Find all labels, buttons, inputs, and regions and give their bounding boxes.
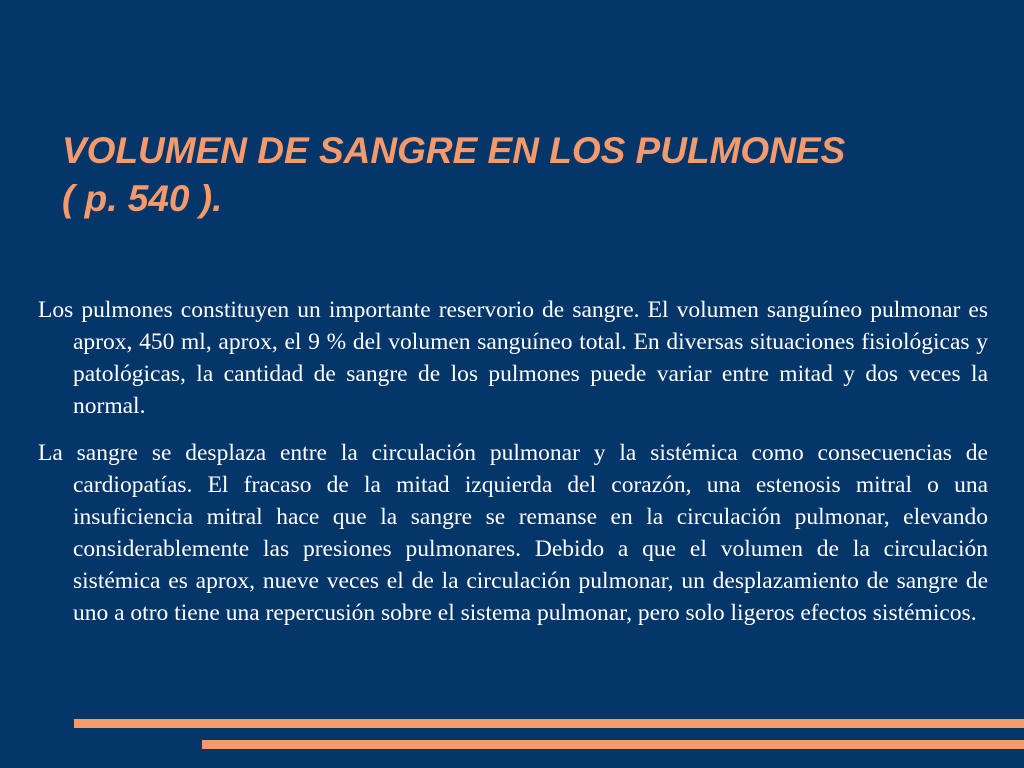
accent-bar-top [74,719,1024,728]
slide-title-line-1: VOLUMEN DE SANGRE EN LOS PULMONES [62,130,846,171]
paragraph-blood-displacement: La sangre se desplaza entre la circulación pulmonar y la sistémica como consecuencias de cardiopatías. El fracaso de la mitad izquierda del corazón, una estenosis mitral o una insuficiencia mitral hace que la sangre se remanse en la circulación pulmonar, elevando considerablemente las presiones pulmonares. Debido a que el volumen de la circulación sistémica es aprox, nueve veces el de la circulación pulmonar, un desplazamiento de sangre de uno a otro tiene una repercusión sobre el sistema pulmonar, pero solo ligeros efectos sistémicos. [38,440,988,626]
slide-title-line-2: ( p. 540 ). [62,178,223,219]
slide-title [62,127,982,223]
paragraph-blood-reservoir: Los pulmones constituyen un importante reservorio de sangre. El volumen sanguíneo pulmonar es aprox, 450 ml, aprox, el 9 % del volumen sanguíneo total. En diversas situaciones fisiológicas y patológicas, la cantidad de sangre de los pulmones puede variar entre mitad y dos veces la normal. [38,297,988,419]
accent-bar-bottom [202,740,1024,749]
slide-body [38,294,988,644]
